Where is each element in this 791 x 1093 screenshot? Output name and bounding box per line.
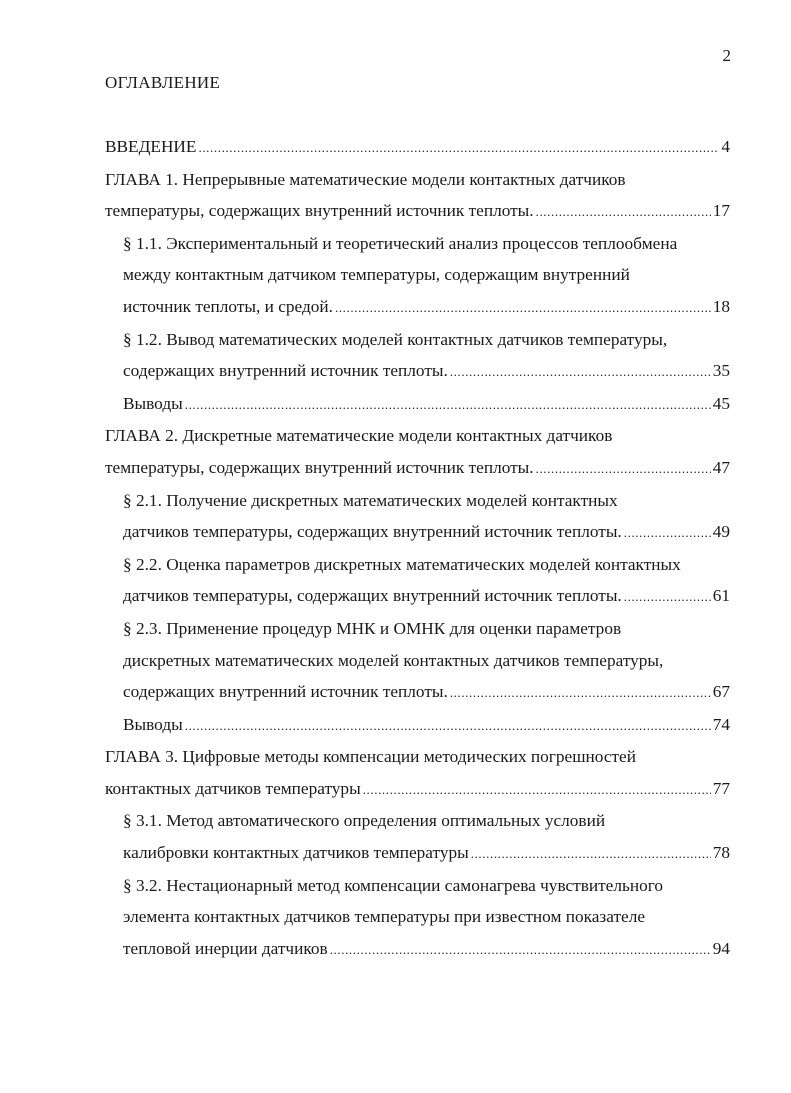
dot-leader [536, 196, 711, 228]
toc-entry-title: датчиков температуры, содержащих внутренний источник теплоты. [123, 586, 622, 606]
toc-entry-line [123, 709, 730, 742]
toc-entry-page: 94 [712, 938, 730, 958]
toc-entry-title: § 2.3. Применение процедур МНК и ОМНК для оценки параметров [123, 618, 622, 638]
toc-entry-title: температуры, содержащих внутренний источник теплоты. [105, 201, 534, 221]
toc-entry-line [105, 195, 730, 228]
toc-entry-line [123, 837, 730, 870]
toc-entry [105, 549, 730, 613]
dot-leader [185, 710, 711, 742]
toc-entry [105, 388, 730, 421]
toc-entry-line [123, 901, 730, 933]
toc-entry-title: Выводы [123, 393, 183, 413]
toc-entry-title: элемента контактных датчиков температуры при известном показателе [123, 907, 645, 927]
toc-entry-line [123, 485, 730, 517]
toc-entry-line [123, 613, 730, 645]
toc-entry-title: датчиков температуры, содержащих внутренний источник теплоты. [123, 522, 622, 542]
toc-heading: ОГЛАВЛЕНИЕ [105, 73, 221, 92]
dot-leader [335, 292, 711, 324]
toc-entry-line [123, 645, 730, 677]
toc-entry-line [123, 355, 730, 388]
toc-entry-title: между контактным датчиком температуры, содержащим внутренний [123, 265, 630, 285]
toc-entry-line [105, 131, 730, 164]
toc-entry-title: ГЛАВА 3. Цифровые методы компенсации методических погрешностей [105, 747, 636, 767]
toc-entry [105, 228, 730, 324]
toc-entry-title: Выводы [123, 714, 183, 734]
toc-entry-title: калибровки контактных датчиков температуры [123, 843, 469, 863]
toc-entry-page: 47 [712, 457, 730, 477]
toc-entry-page: 18 [712, 296, 730, 316]
toc-entry-title: ВВЕДЕНИЕ [105, 137, 197, 156]
toc-entry [105, 324, 730, 388]
dot-leader [624, 581, 711, 613]
toc-entry-title: § 1.2. Вывод математических моделей контактных датчиков температуры, [123, 329, 668, 349]
toc-entry-line [105, 420, 730, 452]
toc-entry-line [105, 741, 730, 773]
toc-entry-page: 45 [712, 393, 730, 413]
toc-entry-line [123, 324, 730, 356]
toc-entry-title: источник теплоты, и средой. [123, 296, 333, 316]
dot-leader [363, 774, 711, 806]
toc-entry-title: § 2.2. Оценка параметров дискретных математических моделей контактных [123, 554, 681, 574]
toc-entry-line [105, 164, 730, 196]
toc-entry-page: 61 [712, 586, 730, 606]
dot-leader [185, 389, 711, 421]
toc-entry-title: § 3.2. Нестационарный метод компенсации самонагрева чувствительного [123, 875, 664, 895]
toc-entry-title: дискретных математических моделей контактных датчиков температуры, [123, 650, 664, 670]
toc-entry-line [123, 870, 730, 902]
toc-entry-page: 35 [712, 361, 730, 381]
toc-entry [105, 805, 730, 869]
dot-leader [450, 677, 711, 709]
toc-entry-title: § 3.1. Метод автоматического определения оптимальных условий [123, 811, 606, 831]
toc-entry-line [105, 452, 730, 485]
page-number: 2 [722, 46, 731, 65]
toc-entry-line [123, 676, 730, 709]
toc-entry-title: температуры, содержащих внутренний источник теплоты. [105, 457, 534, 477]
toc-entry-page: 49 [712, 522, 730, 542]
toc-entry-title: содержащих внутренний источник теплоты. [123, 361, 448, 381]
toc-entry-line [123, 228, 730, 260]
toc-entry-line [123, 259, 730, 291]
toc-entry-page: 67 [712, 682, 730, 702]
toc-entry-line [123, 549, 730, 581]
toc-entry-page: 74 [712, 714, 730, 734]
toc-entry [105, 485, 730, 549]
toc-entry-title: содержащих внутренний источник теплоты. [123, 682, 448, 702]
toc-entry-line [123, 580, 730, 613]
table-of-contents [105, 131, 730, 965]
toc-entry-title: § 1.1. Экспериментальный и теоретический анализ процессов теплообмена [123, 233, 678, 253]
dot-leader [450, 356, 711, 388]
dot-leader [330, 934, 711, 966]
toc-entry [105, 741, 730, 805]
dot-leader [198, 132, 719, 164]
toc-entry-line [123, 388, 730, 421]
toc-entry [105, 420, 730, 484]
toc-entry-title: § 2.1. Получение дискретных математических моделей контактных [123, 490, 618, 510]
toc-entry [105, 613, 730, 709]
toc-entry-line [123, 805, 730, 837]
toc-entry [105, 164, 730, 228]
toc-entry-page: 17 [712, 201, 730, 221]
toc-entry-line [123, 516, 730, 549]
toc-entry-title: ГЛАВА 1. Непрерывные математические модели контактных датчиков [105, 169, 626, 189]
toc-entry [105, 709, 730, 742]
toc-entry [105, 131, 730, 164]
toc-entry-line [123, 291, 730, 324]
toc-entry-title: контактных датчиков температуры [105, 778, 361, 798]
toc-entry-title: тепловой инерции датчиков [123, 938, 328, 958]
toc-entry-line [123, 933, 730, 966]
toc-entry-title: ГЛАВА 2. Дискретные математические модели контактных датчиков [105, 426, 613, 446]
dot-leader [471, 838, 711, 870]
toc-entry-page: 4 [721, 137, 730, 156]
toc-entry-page: 78 [712, 843, 730, 863]
toc-entry [105, 870, 730, 966]
dot-leader [536, 453, 711, 485]
toc-entry-line [105, 773, 730, 806]
toc-entry-page: 77 [712, 778, 730, 798]
dot-leader [624, 517, 711, 549]
